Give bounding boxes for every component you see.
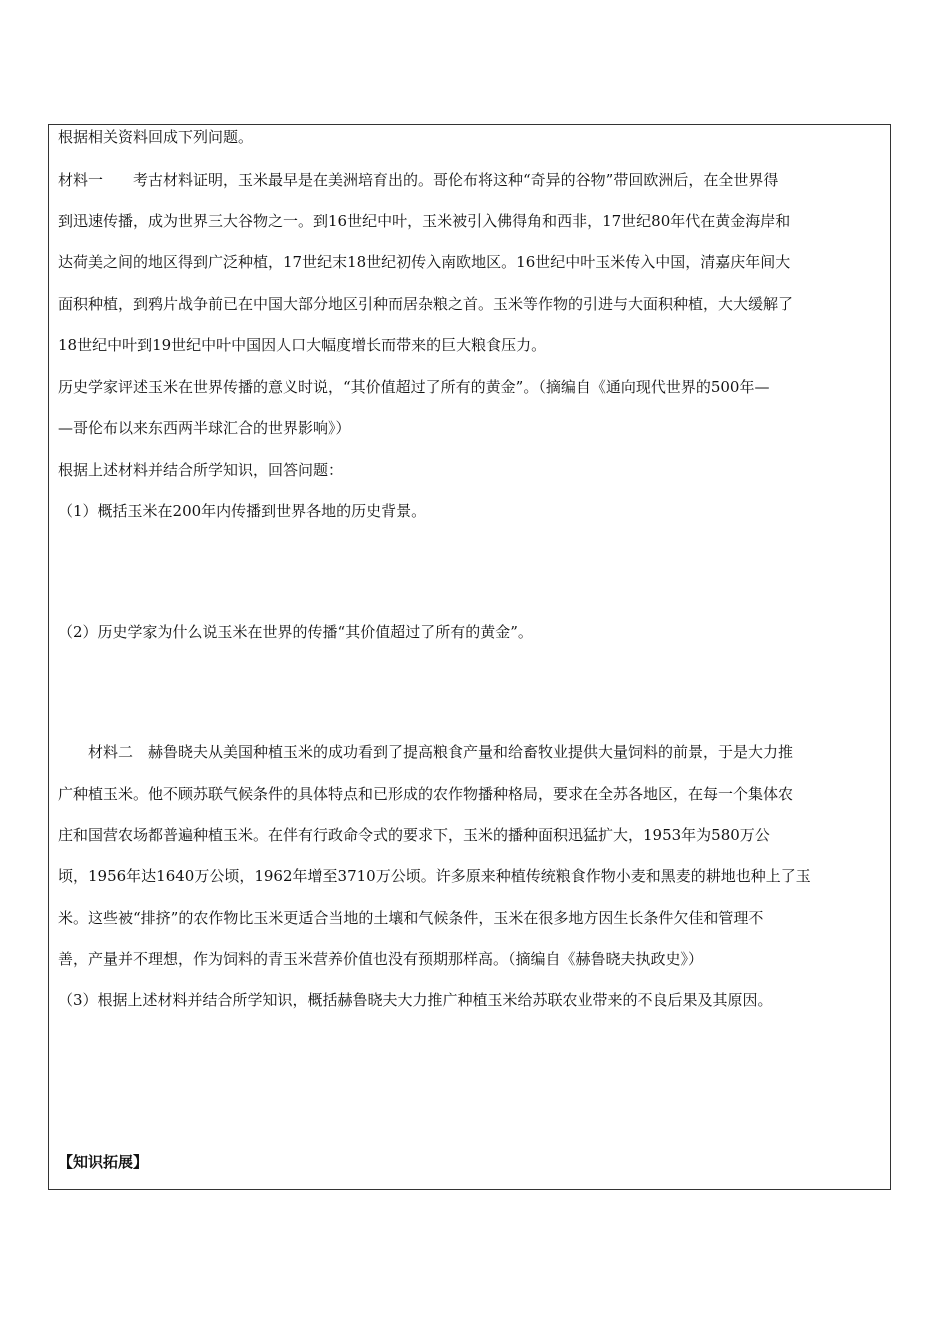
material1-line: —哥伦布以来东西两半球汇合的世界影响》） (58, 419, 351, 437)
material1-line: 历史学家评述玉米在世界传播的意义时说，“其价值超过了所有的黄金”。（摘编自《通向现代世界的500年— (58, 378, 770, 396)
material2-line: 广种植玉米。他不顾苏联气候条件的具体特点和已形成的农作物播种格局，要求在全苏各地区，在每一个集体农 (58, 785, 794, 803)
material1-line: 材料一 考古材料证明，玉米最早是在美洲培育出的。哥伦布将这种“奇异的谷物”带回欧洲后，在全世界得 (58, 171, 779, 189)
material2-line: 庄和国营农场都普遍种植玉米。在伴有行政命令式的要求下，玉米的播种面积迅猛扩大，1953年为580万公 (58, 826, 770, 844)
knowledge-extension-heading: 【知识拓展】 (58, 1153, 149, 1171)
intro-text: 根据相关资料回成下列问题。 (58, 128, 254, 146)
material1-line: 根据上述材料并结合所学知识，回答问题： (58, 461, 344, 479)
material1-line: 18世纪中叶到19世纪中叶中国因人口大幅度增长而带来的巨大粮食压力。 (58, 336, 547, 354)
question-2: （2）历史学家为什么说玉米在世界的传播“其价值超过了所有的黄金”。 (58, 623, 533, 641)
material1-line: 面积种植，到鸦片战争前已在中国大部分地区引种而居杂粮之首。玉米等作物的引进与大面积种植，大大缓解了 (58, 295, 794, 313)
content-frame (48, 124, 891, 1190)
material2-line: 米。这些被“排挤”的农作物比玉米更适合当地的土壤和气候条件，玉米在很多地方因生长条件欠佳和管理不 (58, 909, 764, 927)
material2-line: 顷，1956年达1640万公顷，1962年增至3710万公顷。许多原来种植传统粮食作物小麦和黑麦的耕地也种上了玉 (58, 867, 811, 885)
question-1: （1）概括玉米在200年内传播到世界各地的历史背景。 (58, 502, 427, 520)
material1-line: 达荷美之间的地区得到广泛种植，17世纪末18世纪初传入南欧地区。16世纪中叶玉米传入中国，清嘉庆年间大 (58, 253, 791, 271)
question-3: （3）根据上述材料并结合所学知识，概括赫鲁晓夫大力推广种植玉米给苏联农业带来的不良后果及其原因。 (58, 991, 773, 1009)
material2-line: 材料二 赫鲁晓夫从美国种植玉米的成功看到了提高粮食产量和给畜牧业提供大量饲料的前景，于是大力推 (58, 743, 794, 761)
material2-line: 善，产量并不理想，作为饲料的青玉米营养价值也没有预期那样高。（摘编自《赫鲁晓夫执政史》） (58, 950, 704, 968)
material1-line: 到迅速传播，成为世界三大谷物之一。到16世纪中叶，玉米被引入佛得角和西非，17世纪80年代在黄金海岸和 (58, 212, 791, 230)
